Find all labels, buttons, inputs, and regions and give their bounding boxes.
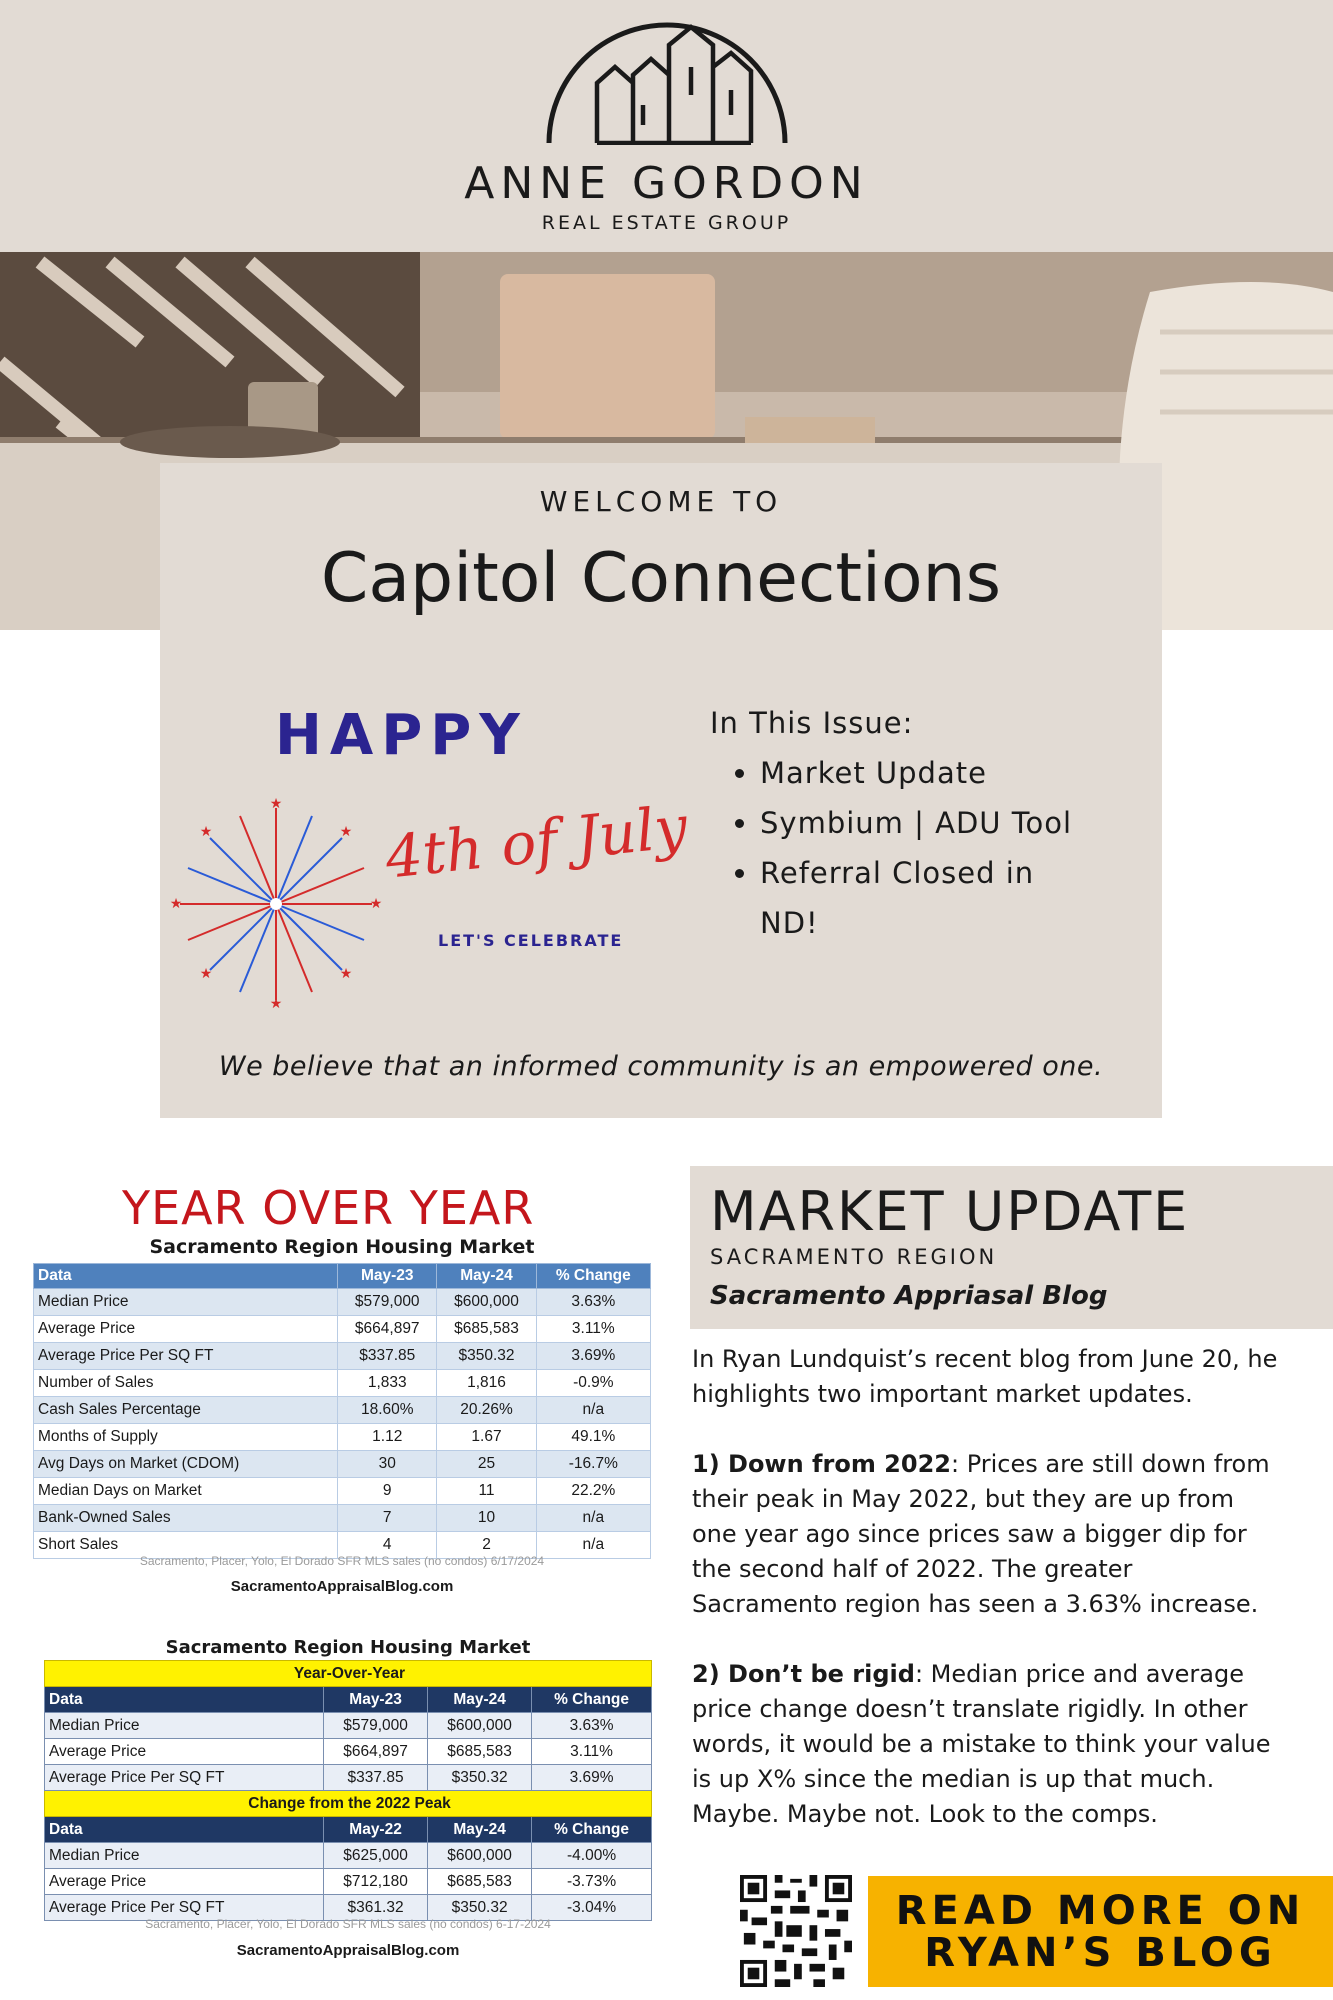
table-row bbox=[45, 1869, 652, 1895]
issue-heading: In This Issue: bbox=[710, 706, 914, 740]
svg-text:★: ★ bbox=[199, 824, 213, 840]
table-cell: $685,583 bbox=[437, 1316, 536, 1343]
table-cell: 3.63% bbox=[532, 1713, 652, 1739]
issue-item: • Symbium | ADU Tool bbox=[760, 798, 1090, 848]
table-cell: 22.2% bbox=[536, 1478, 650, 1505]
table-row bbox=[45, 1765, 652, 1791]
table-source-note: Sacramento, Placer, Yolo, El Dorado SFR MLS sales (no condos) 6/17/2024 bbox=[139, 1554, 545, 1568]
table-row bbox=[34, 1370, 651, 1397]
svg-text:★: ★ bbox=[269, 798, 283, 812]
table-cell: Cash Sales Percentage bbox=[34, 1397, 338, 1424]
table-cell: Average Price bbox=[45, 1869, 324, 1895]
header-band bbox=[0, 0, 1333, 252]
table-cell: -16.7% bbox=[536, 1451, 650, 1478]
table-row bbox=[34, 1451, 651, 1478]
point-one-paragraph bbox=[692, 1447, 1282, 1622]
blog-name: Sacramento Appriasal Blog bbox=[710, 1281, 1108, 1311]
table-cell: n/a bbox=[536, 1532, 650, 1559]
table-cell: 3.11% bbox=[532, 1739, 652, 1765]
point-one-label: 1) Down from 2022 bbox=[692, 1450, 951, 1478]
table-header-row bbox=[45, 1817, 652, 1843]
welcome-label: WELCOME TO bbox=[539, 485, 783, 518]
yoy-table-body bbox=[34, 1289, 651, 1559]
table-cell: 1,816 bbox=[437, 1370, 536, 1397]
read-more-line1: READ MORE ON bbox=[895, 1887, 1306, 1934]
table-row bbox=[34, 1316, 651, 1343]
table-cell: $712,180 bbox=[324, 1869, 428, 1895]
table-cell: 1.12 bbox=[338, 1424, 437, 1451]
table-title: Sacramento Region Housing Market bbox=[149, 1236, 535, 1258]
issue-list bbox=[710, 748, 1090, 948]
table-cell: $361.32 bbox=[324, 1895, 428, 1921]
table-cell: Median Days on Market bbox=[34, 1478, 338, 1505]
column-header: % Change bbox=[536, 1264, 650, 1289]
table-cell: Avg Days on Market (CDOM) bbox=[34, 1451, 338, 1478]
table-cell: Median Price bbox=[34, 1289, 338, 1316]
column-header: Data bbox=[34, 1264, 338, 1289]
section-header-row bbox=[45, 1661, 652, 1687]
column-header: May-24 bbox=[428, 1687, 532, 1713]
table-cell: Average Price Per SQ FT bbox=[45, 1765, 324, 1791]
svg-text:★: ★ bbox=[339, 824, 353, 840]
table-cell: n/a bbox=[536, 1505, 650, 1532]
market-update-body bbox=[692, 1342, 1282, 1867]
brand-name: ANNE GORDON bbox=[464, 158, 869, 209]
table-cell: 9 bbox=[338, 1478, 437, 1505]
table-cell: $664,897 bbox=[338, 1316, 437, 1343]
table-cell: Months of Supply bbox=[34, 1424, 338, 1451]
table-cell: $664,897 bbox=[324, 1739, 428, 1765]
svg-text:★: ★ bbox=[170, 896, 183, 912]
table-cell: Number of Sales bbox=[34, 1370, 338, 1397]
table-cell: $337.85 bbox=[324, 1765, 428, 1791]
table-row bbox=[34, 1478, 651, 1505]
table-header-row bbox=[34, 1264, 651, 1289]
section-header: Change from the 2022 Peak bbox=[45, 1791, 652, 1817]
table-cell: 18.60% bbox=[338, 1397, 437, 1424]
table-cell: 25 bbox=[437, 1451, 536, 1478]
newsletter-title: Capitol Connections bbox=[320, 539, 1002, 618]
table-cell: 10 bbox=[437, 1505, 536, 1532]
section-header-row bbox=[45, 1791, 652, 1817]
market-update-subtitle: SACRAMENTO REGION bbox=[710, 1245, 998, 1269]
yoy-table bbox=[33, 1263, 651, 1559]
table-row bbox=[45, 1843, 652, 1869]
table-cell: $350.32 bbox=[428, 1765, 532, 1791]
column-header: May-23 bbox=[324, 1687, 428, 1713]
table-cell: Average Price Per SQ FT bbox=[34, 1343, 338, 1370]
source-site: SacramentoAppraisalBlog.com bbox=[230, 1578, 454, 1595]
happy-heading: HAPPY bbox=[275, 703, 528, 768]
table-cell: 3.69% bbox=[536, 1343, 650, 1370]
issue-item: • Referral Closed in ND! bbox=[760, 848, 1090, 948]
peak-table-title: Sacramento Region Housing Market bbox=[165, 1637, 531, 1658]
column-header: Data bbox=[45, 1687, 324, 1713]
table-cell: n/a bbox=[536, 1397, 650, 1424]
table-cell: -4.00% bbox=[532, 1843, 652, 1869]
table-row bbox=[34, 1505, 651, 1532]
table-cell: -3.73% bbox=[532, 1869, 652, 1895]
peak-source-site: SacramentoAppraisalBlog.com bbox=[236, 1942, 460, 1959]
table-cell: $579,000 bbox=[324, 1713, 428, 1739]
table-row bbox=[34, 1397, 651, 1424]
table-cell: 49.1% bbox=[536, 1424, 650, 1451]
table-row bbox=[34, 1343, 651, 1370]
qr-code-icon[interactable] bbox=[740, 1875, 852, 1987]
section-header: Year-Over-Year bbox=[45, 1661, 652, 1687]
table-row bbox=[45, 1713, 652, 1739]
year-over-year-heading: YEAR OVER YEAR bbox=[122, 1181, 535, 1235]
column-header: Data bbox=[45, 1817, 324, 1843]
intro-paragraph: In Ryan Lundquist’s recent blog from June 20, he highlights two important market updates. bbox=[692, 1345, 1278, 1408]
table-cell: Median Price bbox=[45, 1843, 324, 1869]
table-cell: 4 bbox=[338, 1532, 437, 1559]
in-this-issue bbox=[710, 698, 1090, 948]
table-cell: 20.26% bbox=[437, 1397, 536, 1424]
table-row bbox=[45, 1739, 652, 1765]
column-header: May-24 bbox=[437, 1264, 536, 1289]
table-row bbox=[34, 1289, 651, 1316]
table-cell: $600,000 bbox=[428, 1843, 532, 1869]
table-row bbox=[34, 1424, 651, 1451]
issue-item: • Market Update bbox=[760, 748, 1090, 798]
table-cell: 3.69% bbox=[532, 1765, 652, 1791]
svg-text:★: ★ bbox=[339, 966, 353, 982]
table-cell: $600,000 bbox=[437, 1289, 536, 1316]
table-cell: -3.04% bbox=[532, 1895, 652, 1921]
table-cell: -0.9% bbox=[536, 1370, 650, 1397]
column-header: May-23 bbox=[338, 1264, 437, 1289]
table-cell: Short Sales bbox=[34, 1532, 338, 1559]
column-header: % Change bbox=[532, 1687, 652, 1713]
fireworks-icon bbox=[170, 798, 382, 1010]
table-cell: 1.67 bbox=[437, 1424, 536, 1451]
table-cell: $579,000 bbox=[338, 1289, 437, 1316]
svg-text:★: ★ bbox=[199, 966, 213, 982]
table-cell: Average Price bbox=[34, 1316, 338, 1343]
column-header: % Change bbox=[532, 1817, 652, 1843]
table-cell: $685,583 bbox=[428, 1739, 532, 1765]
peak-table-body bbox=[45, 1661, 652, 1921]
table-cell: Median Price bbox=[45, 1713, 324, 1739]
point-two-text: : Median price and average price change doesn’t translate rigidly. In other words, it would be a mistake to think your value is up X% since the median is up that much. Maybe. Maybe not. Look to the comps. bbox=[692, 1660, 1271, 1828]
table-cell: 2 bbox=[437, 1532, 536, 1559]
table-cell: $600,000 bbox=[428, 1713, 532, 1739]
table-cell: 3.63% bbox=[536, 1289, 650, 1316]
table-cell: Bank-Owned Sales bbox=[34, 1505, 338, 1532]
read-more-line2: RYAN’S BLOG bbox=[924, 1929, 1277, 1976]
peak-source-note: Sacramento, Placer, Yolo, El Dorado SFR MLS sales (no condos) 6-17-2024 bbox=[145, 1917, 551, 1931]
table-cell: 1,833 bbox=[338, 1370, 437, 1397]
tagline: We believe that an informed community is an empowered one. bbox=[218, 1051, 1104, 1082]
svg-text:★: ★ bbox=[369, 896, 382, 912]
peak-comparison-table bbox=[44, 1660, 652, 1921]
table-cell: $685,583 bbox=[428, 1869, 532, 1895]
table-cell: $350.32 bbox=[437, 1343, 536, 1370]
column-header: May-24 bbox=[428, 1817, 532, 1843]
point-two-label: 2) Don’t be rigid bbox=[692, 1660, 915, 1688]
table-cell: Average Price Per SQ FT bbox=[45, 1895, 324, 1921]
table-cell: 11 bbox=[437, 1478, 536, 1505]
table-cell: Average Price bbox=[45, 1739, 324, 1765]
table-cell: 7 bbox=[338, 1505, 437, 1532]
celebrate-label: LET'S CELEBRATE bbox=[438, 931, 624, 950]
point-one-text: : Prices are still down from their peak in May 2022, but they are up from one year ago since prices saw a bigger dip for the second half of 2022. The greater Sacramento region has seen a 3.63% increase. bbox=[692, 1450, 1270, 1618]
market-update-title: MARKET UPDATE bbox=[710, 1180, 1190, 1243]
table-cell: $337.85 bbox=[338, 1343, 437, 1370]
svg-text:★: ★ bbox=[269, 996, 283, 1010]
welcome-card bbox=[160, 463, 1162, 1118]
table-cell: 30 bbox=[338, 1451, 437, 1478]
brand-subtitle: REAL ESTATE GROUP bbox=[541, 212, 792, 234]
fourth-of-july-script: 4th of July bbox=[382, 792, 691, 892]
table-cell: $625,000 bbox=[324, 1843, 428, 1869]
table-cell: 3.11% bbox=[536, 1316, 650, 1343]
table-cell: $350.32 bbox=[428, 1895, 532, 1921]
point-two-paragraph bbox=[692, 1657, 1282, 1832]
market-update-band bbox=[690, 1166, 1333, 1329]
house-arch-logo-icon bbox=[545, 15, 789, 145]
read-more-button[interactable] bbox=[868, 1876, 1333, 1987]
column-header: May-22 bbox=[324, 1817, 428, 1843]
table-header-row bbox=[45, 1687, 652, 1713]
